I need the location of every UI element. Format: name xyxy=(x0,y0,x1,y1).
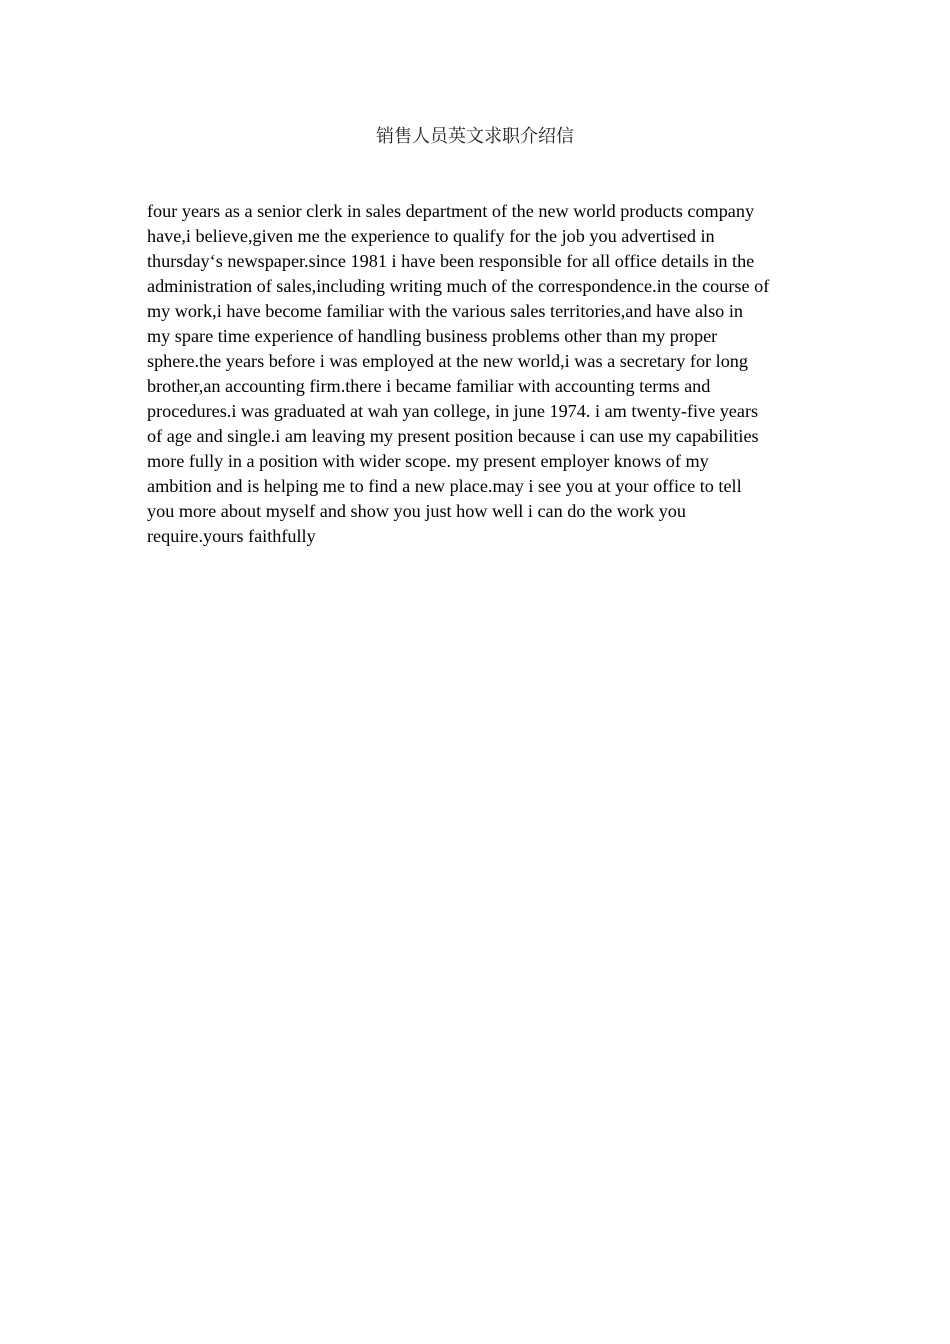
body-line: procedures.i was graduated at wah yan college, in june 1974. i am twenty-five years xyxy=(147,401,759,421)
body-line: have,i believe,given me the experience to qualify for the job you advertised in xyxy=(147,226,715,246)
body-line: ambition and is helping me to find a new place.may i see you at your office to tell xyxy=(147,476,742,496)
body-line: require.yours faithfully xyxy=(147,526,316,546)
body-line: of age and single.i am leaving my present position because i can use my capabilities xyxy=(147,426,759,446)
body-line: you more about myself and show you just how well i can do the work you xyxy=(147,501,686,521)
letter-body xyxy=(147,199,809,549)
body-line: my work,i have become familiar with the various sales territories,and have also in xyxy=(147,301,743,321)
body-line: more fully in a position with wider scope. my present employer knows of my xyxy=(147,451,709,471)
document-title: 销售人员英文求职介绍信 xyxy=(376,126,574,147)
body-line: brother,an accounting firm.there i became familiar with accounting terms and xyxy=(147,376,711,396)
body-line: thursday‘s newspaper.since 1981 i have been responsible for all office details in the xyxy=(147,251,755,271)
body-line: administration of sales,including writing much of the correspondence.in the course of xyxy=(147,276,770,296)
body-line: four years as a senior clerk in sales department of the new world products company xyxy=(147,201,755,221)
body-line: my spare time experience of handling business problems other than my proper xyxy=(147,326,718,346)
body-line: sphere.the years before i was employed at the new world,i was a secretary for long xyxy=(147,351,748,371)
